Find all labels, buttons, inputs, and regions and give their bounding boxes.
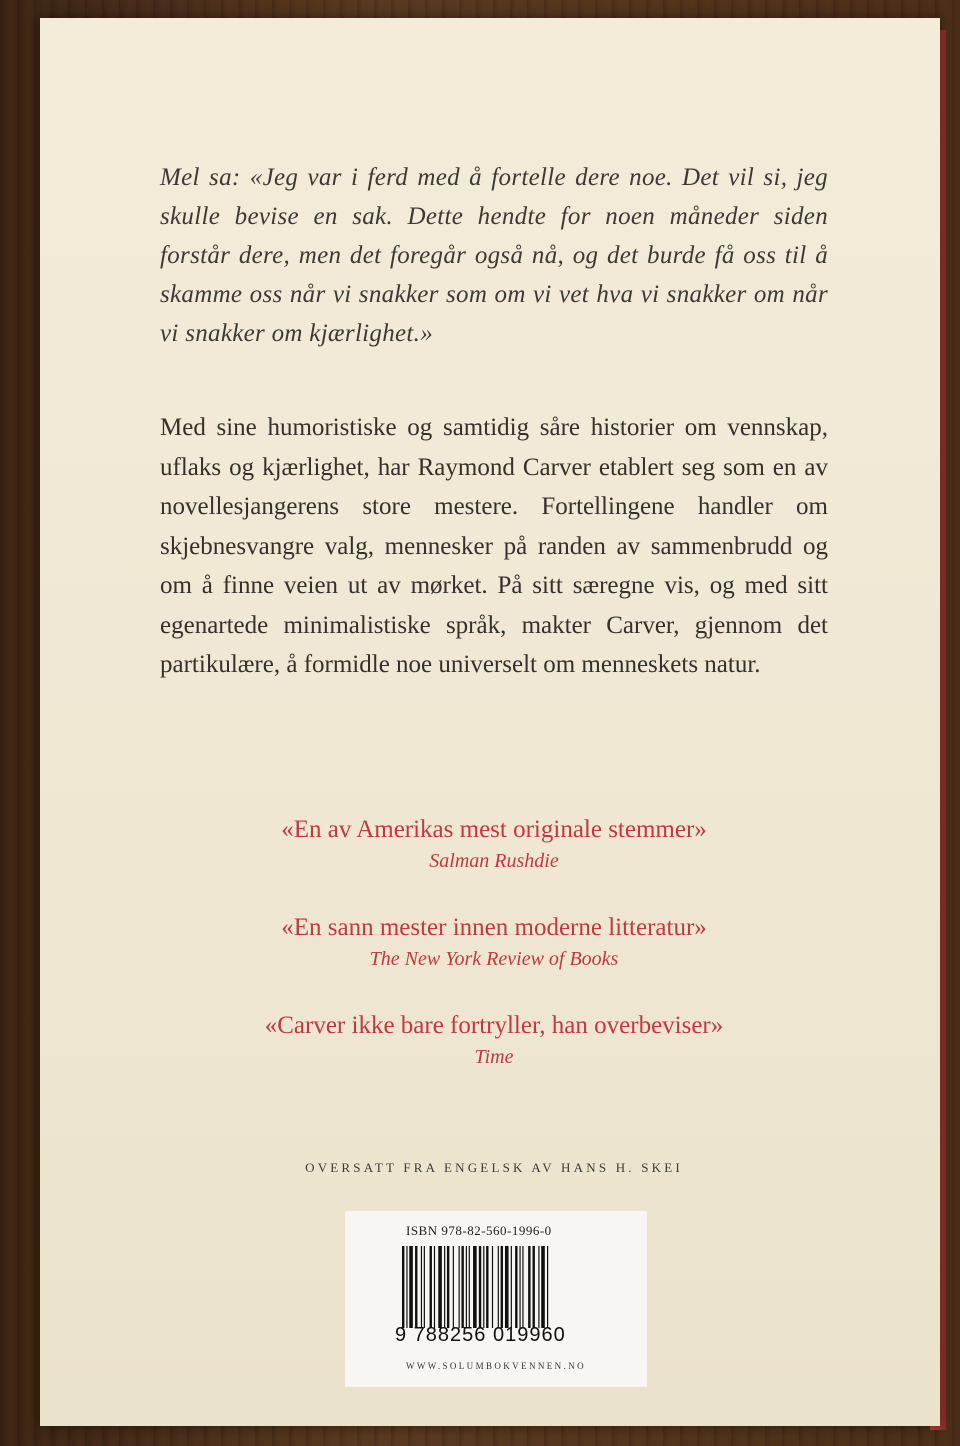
barcode-digits: 9 788256 019960 [395, 1324, 566, 1346]
blurb-source: Salman Rushdie [429, 850, 559, 872]
blurb-2 [160, 912, 828, 974]
blurb-quote: «Carver ikke bare fortryller, han overbeviser» [264, 1012, 724, 1039]
intro-quote: Mel sa: «Jeg var i ferd med å fortelle dere noe. Det vil si, jeg skulle bevise en sak. Dette hendte for noen måneder siden forstår dere, men det foregår også nå, og det burde få oss til å skamme oss når vi snakker som om vi vet hva vi snakker om når vi snakker om kjærlighet.» [160, 164, 828, 347]
blurb-1 [160, 814, 828, 876]
book-description: Med sine humoristiske og samtidig såre historier om vennskap, uflaks og kjærlighet, har Raymond Carver etablert seg som en av novellesjangerens store mestere. Fortellingene handler om skjebnesvangre valg, mennesker på randen av sammenbrudd og om å finne veien ut av mørket. På sitt særegne vis, og med sitt egenartede minimalistiske språk, makter Carver, gjennom det partikulære, å formidle noe universelt om menneskets natur. [160, 414, 828, 678]
publisher-website: WWW.SOLUMBOKVENNEN.NO [405, 1361, 587, 1371]
translator-credit: OVERSATT FRA ENGELSK AV HANS H. SKEI [305, 1160, 683, 1175]
blurb-quote: «En sann mester innen moderne litteratur» [281, 914, 707, 941]
book-back-cover [40, 18, 940, 1426]
blurb-3 [160, 1010, 828, 1072]
blurb-source: The New York Review of Books [369, 948, 619, 970]
barcode-label [345, 1211, 647, 1387]
barcode-icon [402, 1246, 590, 1328]
isbn-label: ISBN 978-82-560-1996-0 [406, 1223, 552, 1238]
blurb-source: Time [474, 1046, 514, 1068]
blurb-quote: «En av Amerikas mest originale stemmer» [281, 816, 707, 843]
